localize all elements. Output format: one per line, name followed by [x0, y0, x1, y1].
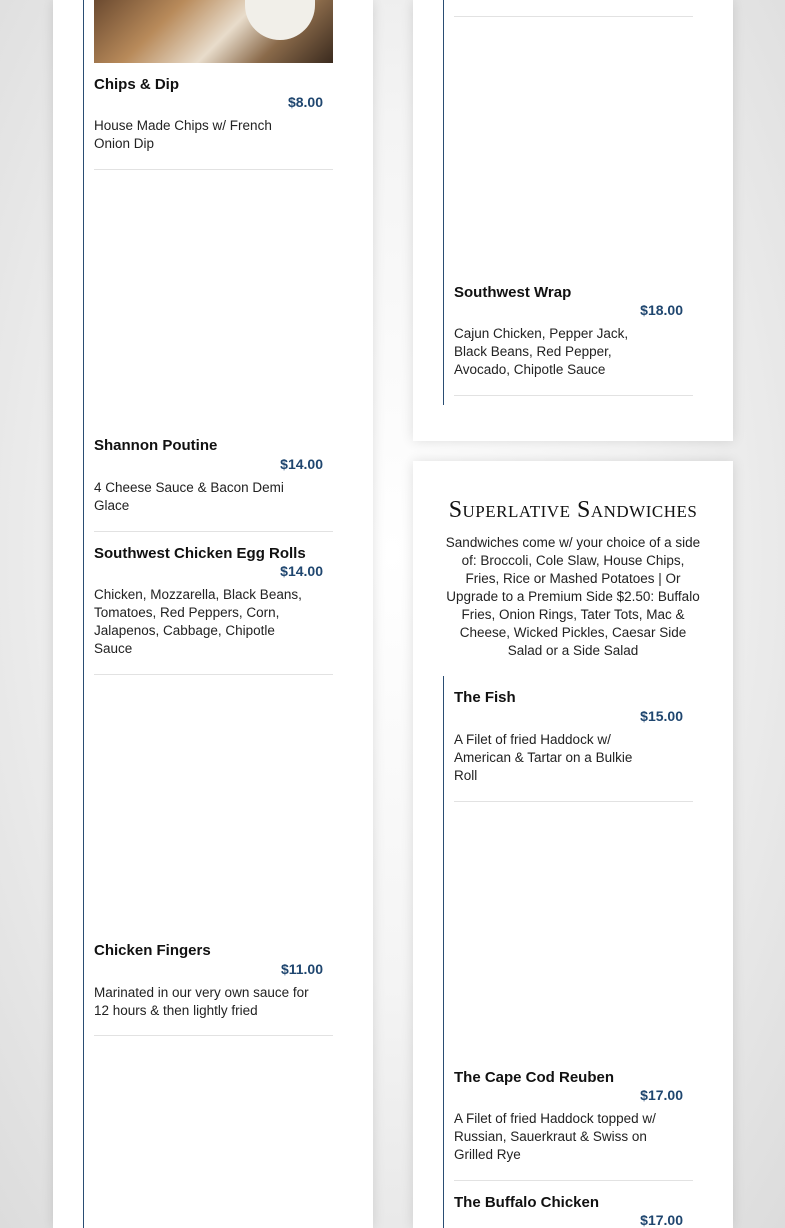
item-price: $17.00	[640, 1212, 683, 1228]
item-price: $18.00	[640, 302, 683, 318]
item-price: $8.00	[287, 94, 323, 110]
item-name: Southwest Chicken Egg Rolls	[94, 545, 306, 562]
item-description: Marinated in our very own sauce for 12 hours & then lightly fried	[94, 985, 309, 1018]
menu-column-right-top	[413, 0, 733, 441]
column-rule	[443, 676, 444, 1228]
item-price: $17.00	[640, 1087, 683, 1103]
chips-and-dip-photo	[94, 0, 333, 63]
section-title: Superlative Sandwiches	[448, 497, 698, 523]
item-name: Shannon Poutine	[94, 437, 218, 454]
item-divider	[454, 1180, 693, 1181]
item-name: The Fish	[454, 689, 516, 706]
item-description: Chicken, Mozzarella, Black Beans, Tomatoes, Red Peppers, Corn, Jalapenos, Cabbage, Chipotle Sauce	[94, 587, 302, 656]
item-name: Chips & Dip	[94, 76, 179, 93]
item-divider	[94, 531, 333, 532]
column-rule	[83, 0, 84, 1228]
item-divider	[94, 169, 333, 170]
item-divider	[454, 16, 693, 17]
item-name: Southwest Wrap	[454, 284, 572, 301]
item-divider	[94, 1035, 333, 1036]
item-divider	[94, 674, 333, 675]
menu-column-left	[53, 0, 373, 1228]
sandwiches-section	[413, 461, 733, 1228]
item-name: The Cape Cod Reuben	[454, 1069, 615, 1086]
item-name: Chicken Fingers	[94, 942, 211, 959]
item-divider	[454, 801, 693, 802]
item-description: House Made Chips w/ French Onion Dip	[94, 118, 272, 151]
item-divider	[454, 395, 693, 396]
item-price: $11.00	[280, 961, 323, 977]
dip-bowl	[245, 0, 315, 40]
item-description: Cajun Chicken, Pepper Jack, Black Beans, Red Pepper, Avocado, Chipotle Sauce	[454, 326, 629, 377]
item-price: $14.00	[280, 563, 323, 579]
item-description: A Filet of fried Haddock topped w/ Russian, Sauerkraut & Swiss on Grilled Rye	[454, 1111, 656, 1162]
item-price: $15.00	[640, 708, 683, 724]
column-rule	[443, 0, 444, 405]
section-note: Sandwiches come w/ your choice of a side of: Broccoli, Cole Slaw, House Chips, Fries, Rice or Mashed Potatoes | Or Upgrade to a Premium Side $2.50: Buffalo Fries, Onion Rings, Tater Tots, Mac & Cheese, Wicked Pickles, Caesar Side Salad or a Side Salad	[445, 535, 701, 658]
item-price: $14.00	[280, 456, 323, 472]
item-name: The Buffalo Chicken	[454, 1194, 600, 1211]
item-description: 4 Cheese Sauce & Bacon Demi Glace	[94, 480, 284, 513]
item-description: A Filet of fried Haddock w/ American & Tartar on a Bulkie Roll	[454, 732, 633, 783]
